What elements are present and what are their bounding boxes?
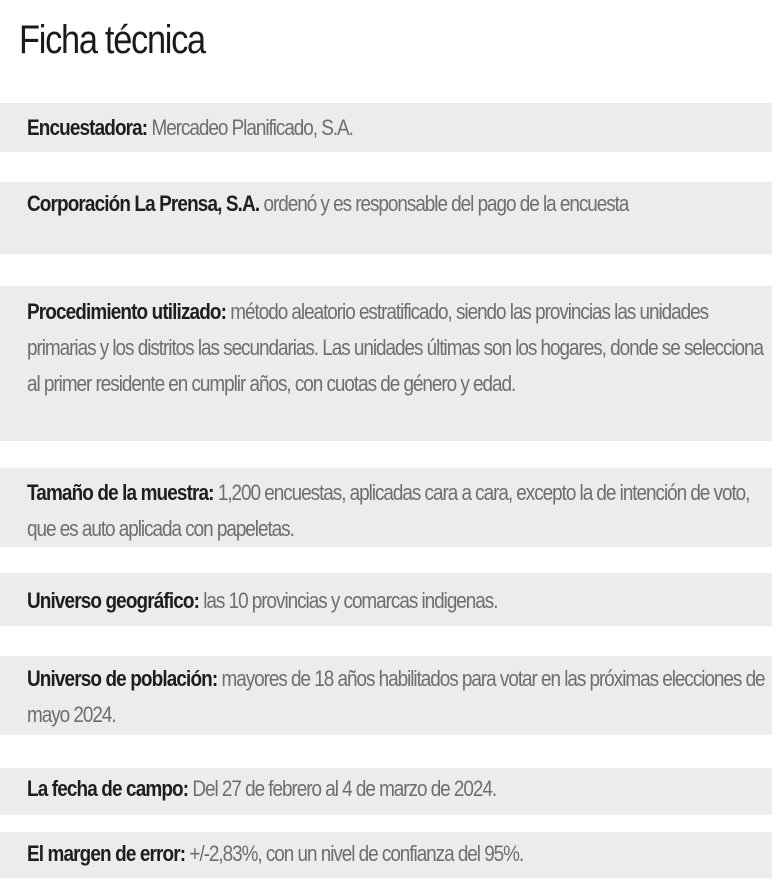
- row-text: Mercadeo Planificado, S.A.: [147, 115, 353, 140]
- row-label: Encuestadora:: [27, 115, 148, 140]
- info-row-margen-error: [0, 832, 772, 878]
- row-label: La fecha de campo:: [27, 776, 189, 801]
- row-text: las 10 provincias y comarcas indigenas.: [199, 588, 498, 613]
- row-label: Universo de población:: [27, 666, 218, 691]
- row-label: Corporación La Prensa, S.A.: [27, 191, 260, 216]
- page-title: Ficha técnica: [19, 18, 205, 62]
- info-row-muestra: [0, 468, 772, 547]
- row-text: 1,200 encuestas, aplicadas cara a cara, excepto la de intención de voto, que es auto aplicada con papeletas.: [27, 480, 750, 541]
- row-label: El margen de error:: [27, 841, 186, 866]
- row-label: Tamaño de la muestra:: [27, 480, 214, 505]
- row-label: Procedimiento utilizado:: [27, 299, 227, 324]
- info-row-procedimiento: [0, 286, 772, 441]
- row-label: Universo geográfico:: [27, 588, 200, 613]
- row-text: método aleatorio estratificado, siendo las provincias las unidades primarias y los distritos las secundarias. Las unidades últimas son los hogares, donde se selecciona al primer residente en cumplir años, con cuotas de género y edad.: [27, 299, 764, 396]
- info-row-universo-poblacion: [0, 656, 772, 735]
- info-row-fecha-campo: [0, 768, 772, 815]
- info-row-encuestadora: [0, 103, 772, 152]
- row-text: +/-2,83%, con un nivel de confianza del 95%.: [185, 841, 524, 866]
- row-text: ordenó y es responsable del pago de la encuesta: [259, 191, 629, 216]
- info-row-sponsor: [0, 182, 772, 254]
- info-row-universo-geografico: [0, 573, 772, 626]
- row-text: mayores de 18 años habilitados para votar en las próximas elecciones de mayo 2024.: [27, 666, 765, 727]
- row-text: Del 27 de febrero al 4 de marzo de 2024.: [188, 776, 497, 801]
